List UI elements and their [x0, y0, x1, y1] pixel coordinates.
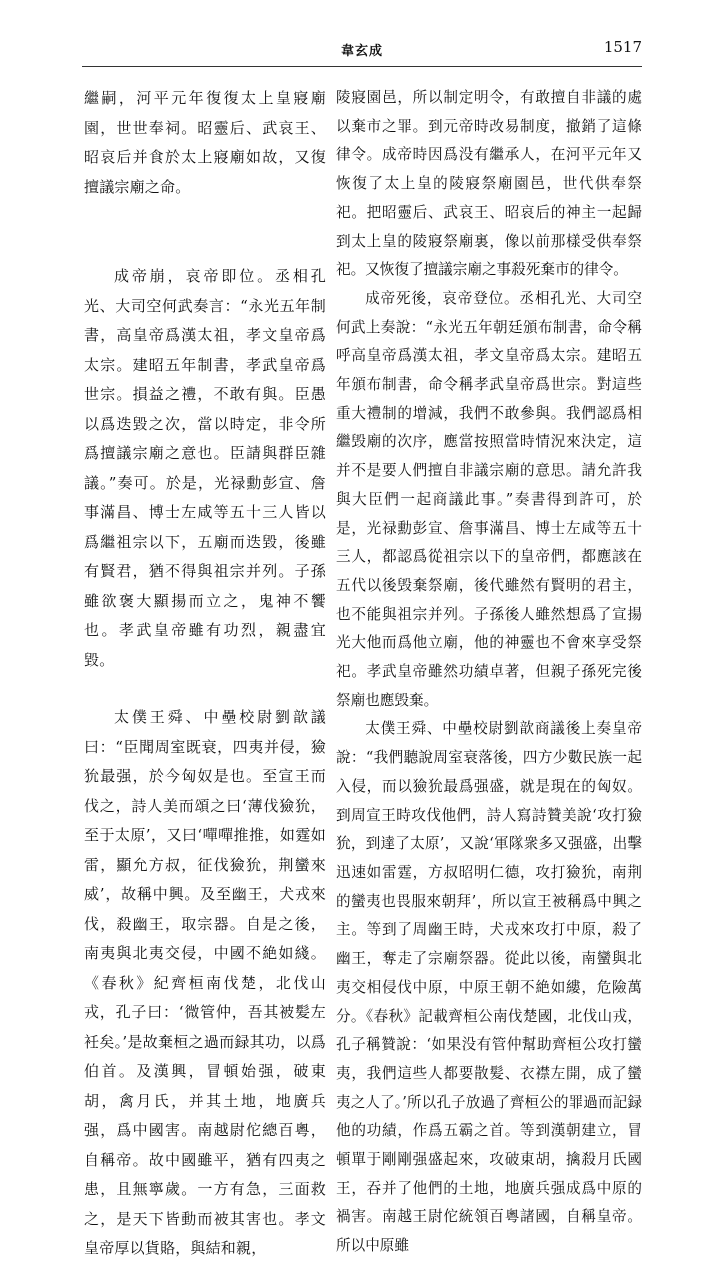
page-number: 1517	[603, 38, 642, 56]
page-header	[82, 36, 642, 62]
running-title: 韋玄成	[340, 44, 383, 59]
left-paragraph-2: 成帝崩，哀帝即位。丞相孔光、大司空何武奏言：“永光五年制書，高皇帝爲漢太祖，孝文皇帝爲太宗。建昭五年制書，孝武皇帝爲世宗。損益之禮，不敢有與。臣愚以爲迭毀之次，當以時定，非令所爲擅議宗廟之意也。臣請與群臣雜議。”奏可。於是，光禄勳彭宣、詹事滿昌、博士左咸等五十三人皆以爲繼祖宗以下，五廟而迭毀，後雖有賢君，猶不得與祖宗并列。子孫雖欲褒大顯揚而立之，鬼神不饗也。孝武皇帝雖有功烈，親盡宜毀。	[84, 267, 326, 669]
original-text-column	[84, 84, 326, 1264]
left-paragraph-3: 太僕王舜、中壘校尉劉歆議曰：“臣聞周室既衰，四夷并侵，獫狁最强，於今匈奴是也。至宣王而伐之，詩人美而頌之曰‘薄伐獫狁，至于太原’，又曰‘嘽嘽推推，如霆如雷，顯允方叔，征伐獫狁，荆蠻來威’，故稱中興。及至幽王，犬戎來伐，殺幽王，取宗器。自是之後，南夷與北夷交侵，中國不絶如綫。《春秋》紀齊桓南伐楚，北伐山戎，孔子曰：‘微管仲，吾其被髪左衽矣。’是故棄桓之過而録其功，以爲伯首。及漢興，冒頓始强，破東胡，禽月氏，并其土地，地廣兵强，爲中國害。南越尉佗總百粵，自稱帝。故中國雖平，猶有四夷之患，且無寧歲。一方有急，三面救之，是天下皆動而被其害也。孝文皇帝厚以貨賂，與結和親，	[84, 708, 326, 1257]
right-paragraph-2: 成帝死後，哀帝登位。丞相孔光、大司空何武上奏說：“永光五年朝廷頒布制書，命令稱呼高皇帝爲漢太祖，孝文皇帝爲太宗。建昭五年頒布制書，命令稱孝武皇帝爲世宗。對這些重大禮制的增減，我們不敢參與。我們認爲相繼毁廟的次序，應當按照當時情況來決定，這并不是要人們擅自非議宗廟的意思。請允許我與大臣們一起商議此事。”奏書得到許可，於是，光禄勳彭宣、詹事滿昌、博士左咸等五十三人，都認爲從祖宗以下的皇帝們，都應該在五代以後毁棄祭廟，後代雖然有賢明的君主，也不能與祖宗并列。子孫後人雖然想爲了宣揚光大他而爲他立廟，他的神靈也不會來享受祭祀。孝武皇帝雖然功績卓著，但親子孫死完後祭廟也應毁棄。	[336, 289, 642, 709]
right-paragraph-1: 陵寢園邑，所以制定明令，有敢擅自非議的處以棄市之罪。到元帝時改易制度，撤銷了這條律令。成帝時因爲没有繼承人，在河平元年又恢復了太上皇的陵寢祭廟園邑，世代供奉祭祀。把昭靈后、武哀王、昭哀后的神主一起歸到太上皇的陵寢祭廟裏，像以前那樣受供奉祭祀。又恢復了擅議宗廟之事殺死棄市的律令。	[336, 89, 642, 279]
right-paragraph-3: 太僕王舜、中壘校尉劉歆商議後上奏皇帝說：“我們聽說周室衰落後，四方少數民族一起入侵，而以獫狁最爲强盛，就是現在的匈奴。到周宣王時攻伐他們，詩人寫詩贊美說‘攻打獫狁，到達了太原’，又說‘軍隊衆多又强盛，出擊迅速如雷霆，方叔昭明仁德，攻打獫狁，南荆的蠻夷也畏服來朝拜’，所以宣王被稱爲中興之主。等到了周幽王時，犬戎來攻打中原，殺了幽王，奪走了宗廟祭器。從此以後，南蠻與北夷交相侵伐中原，中原王朝不絶如縷，危險萬分。《春秋》記載齊桓公南伐楚國，北伐山戎，孔子稱贊說：‘如果没有管仲幫助齊桓公攻打蠻夷，我們這些人都要散髪、衣襟左開，成了蠻夷之人了。’所以孔子放過了齊桓公的罪過而記録他的功績，作爲五霸之首。等到漢朝建立，冒頓單于剛剛强盛起來，攻破東胡，擒殺月氏國王，吞并了他們的土地，地廣兵强成爲中原的禍害。南越王尉佗統領百粵諸國，自稱皇帝。所以中原雖	[336, 720, 642, 1255]
translation-column	[336, 84, 642, 1261]
header-rule	[82, 66, 642, 67]
left-paragraph-1: 繼嗣，河平元年復復太上皇寢廟園，世世奉祠。昭靈后、武哀王、昭哀后并食於太上寢廟如故，又復擅議宗廟之命。	[84, 89, 326, 196]
